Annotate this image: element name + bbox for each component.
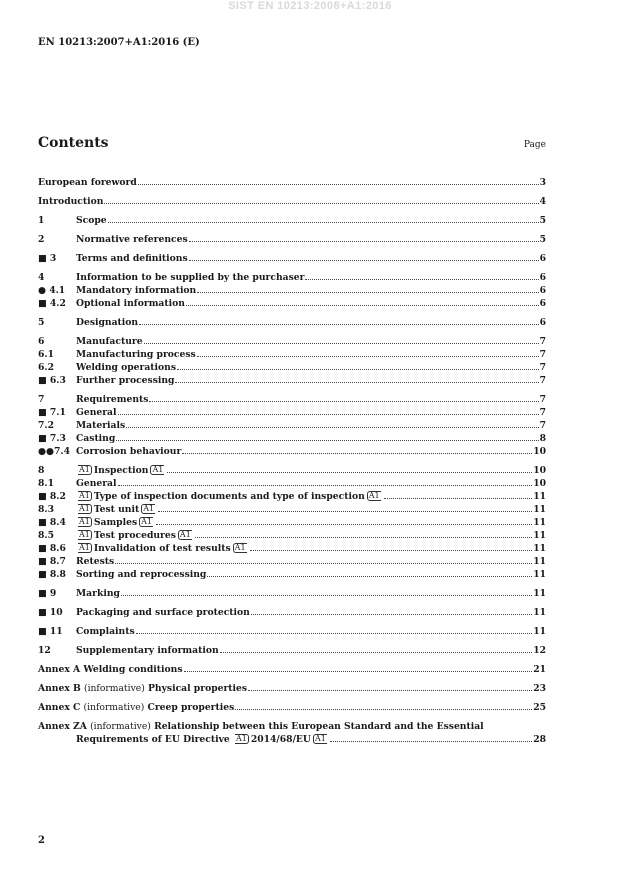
toc-title: Sorting and reprocessing	[76, 569, 207, 580]
amendment-end-mark: A1	[143, 504, 155, 513]
toc-entry-general[interactable]	[38, 406, 546, 419]
toc-page: 23	[533, 683, 546, 694]
toc-title: Type of inspection documents and type of inspection	[93, 491, 365, 502]
toc-number: 6	[38, 336, 45, 347]
toc-number: ● 4.1	[38, 285, 66, 296]
toc-title: Complaints	[76, 626, 135, 637]
toc-page: 6	[539, 272, 546, 283]
amendment-end-mark: A1	[141, 517, 152, 526]
toc-title: Samples	[93, 517, 138, 528]
toc-page: 10	[533, 478, 546, 489]
amendment-start-mark: A1	[235, 734, 247, 743]
toc-title: Physical properties	[147, 683, 248, 694]
toc-title: Corrosion behaviour	[76, 446, 182, 457]
amendment-end-mark: A1	[314, 734, 326, 743]
amendment-start-mark: A1	[79, 517, 90, 526]
toc-number: 6.1	[38, 349, 54, 360]
annex-type: (informative)	[83, 683, 145, 694]
toc-number: ■ 9	[38, 588, 57, 599]
toc-title: Further processing	[76, 375, 175, 386]
toc-entry-further-processing[interactable]	[38, 374, 546, 387]
toc-entry-annex-c[interactable]	[38, 701, 546, 714]
toc-number: ■ 8.7	[38, 556, 66, 567]
amendment-start-mark: A1	[79, 543, 90, 552]
toc-number: ■ 8.8	[38, 569, 66, 580]
document-id: EN 10213:2007+A1:2016 (E)	[38, 37, 200, 48]
toc-entry-introduction[interactable]	[38, 195, 546, 208]
toc-page: 11	[533, 530, 546, 541]
toc-number: ■ 8.6	[38, 543, 66, 554]
toc-title: Normative references	[76, 234, 188, 245]
toc-entry-scope[interactable]	[38, 214, 546, 227]
toc-title: Retests	[76, 556, 115, 567]
toc-title: Invalidation of test results	[93, 543, 231, 554]
toc-entry-information-supplied[interactable]	[38, 271, 546, 284]
toc-entry-samples[interactable]	[38, 516, 546, 529]
toc-page: 11	[533, 556, 546, 567]
toc-page: 11	[533, 626, 546, 637]
toc-title: Scope	[76, 215, 107, 226]
toc-page: 7	[539, 362, 546, 373]
toc-entry-test-procedures[interactable]	[38, 529, 546, 542]
annex-type: (informative)	[90, 721, 151, 732]
toc-entry-invalidation[interactable]	[38, 542, 546, 555]
page-column-label: Page	[523, 140, 546, 150]
toc-page: 6	[539, 285, 546, 296]
toc-title: Inspection	[93, 465, 149, 476]
annex-label: Annex ZA	[38, 721, 87, 732]
table-of-contents	[38, 176, 546, 746]
toc-page: 11	[533, 607, 546, 618]
toc-page: 3	[539, 177, 546, 188]
annex-label: Annex C	[38, 702, 81, 713]
toc-entry-requirements[interactable]	[38, 393, 546, 406]
amendment-end-mark: A1	[152, 465, 164, 474]
toc-title: Designation	[76, 317, 139, 328]
toc-number: ■ 6.3	[38, 375, 66, 386]
toc-page: 11	[533, 504, 546, 515]
toc-number: 8	[38, 465, 45, 476]
toc-number: 7.2	[38, 420, 54, 431]
toc-page: 10	[533, 446, 546, 457]
toc-number: ■ 7.1	[38, 407, 66, 418]
toc-entry-casting[interactable]	[38, 432, 546, 445]
toc-page: 25	[533, 702, 546, 713]
amendment-end-mark: A1	[234, 543, 246, 552]
amendment-end-mark: A1	[179, 530, 191, 539]
toc-entry-supplementary[interactable]	[38, 644, 546, 657]
toc-number: 8.1	[38, 478, 54, 489]
toc-entry-optional-information[interactable]	[38, 297, 546, 310]
amendment-start-mark: A1	[79, 504, 90, 513]
annex-type: (informative)	[83, 702, 145, 713]
toc-entry-annex-za[interactable]	[38, 720, 546, 733]
toc-title: Marking	[76, 588, 120, 599]
toc-title: General	[76, 407, 117, 418]
toc-page: 5	[539, 234, 546, 245]
toc-number: ●●7.4	[38, 446, 71, 457]
toc-number: 2	[38, 234, 45, 245]
toc-title: Materials	[76, 420, 126, 431]
toc-number: ■ 10	[38, 607, 63, 618]
toc-number: 7	[38, 394, 45, 405]
toc-title: Test procedures	[93, 530, 176, 541]
toc-entry-complaints[interactable]	[38, 625, 546, 638]
amendment-end-mark: A1	[368, 491, 380, 500]
directive-number: 2014/68/EU	[250, 734, 311, 745]
toc-entry-european-foreword[interactable]	[38, 176, 546, 189]
toc-number: 5	[38, 317, 45, 328]
toc-entry-normative-references[interactable]	[38, 233, 546, 246]
toc-entry-inspection[interactable]	[38, 464, 546, 477]
toc-entry-manufacture[interactable]	[38, 335, 546, 348]
toc-title: Optional information	[76, 298, 185, 309]
toc-page: 12	[533, 645, 546, 656]
toc-number: 6.2	[38, 362, 54, 373]
amendment-start-mark: A1	[79, 530, 90, 539]
toc-page: 28	[533, 734, 546, 745]
toc-number: ■ 11	[38, 626, 63, 637]
toc-title: Welding operations	[76, 362, 177, 373]
toc-title: European foreword	[38, 177, 137, 188]
toc-page: 6	[539, 298, 546, 309]
toc-entry-inspection-documents[interactable]	[38, 490, 546, 503]
toc-title: Annex A Welding conditions	[38, 664, 183, 675]
toc-entry-mandatory-information[interactable]	[38, 284, 546, 297]
toc-title: Terms and definitions	[76, 253, 188, 264]
toc-page: 8	[539, 433, 546, 444]
toc-entry-test-unit[interactable]	[38, 503, 546, 516]
toc-title: Manufacture	[76, 336, 143, 347]
toc-title: Packaging and surface protection	[76, 607, 250, 618]
toc-page: 11	[533, 588, 546, 599]
toc-entry-inspection-general[interactable]	[38, 477, 546, 490]
toc-entry-materials[interactable]	[38, 419, 546, 432]
toc-title: General	[76, 478, 117, 489]
toc-page: 7	[539, 375, 546, 386]
toc-number: 12	[38, 645, 51, 656]
toc-entry-terms-and-definitions[interactable]	[38, 252, 546, 265]
toc-page: 7	[539, 349, 546, 360]
toc-title: Requirements	[76, 394, 149, 405]
toc-page: 7	[539, 420, 546, 431]
toc-number: ■ 8.4	[38, 517, 66, 528]
toc-number: ■ 7.3	[38, 433, 66, 444]
toc-entry-sorting[interactable]	[38, 568, 546, 581]
amendment-start-mark: A1	[79, 491, 90, 500]
toc-entry-corrosion-behaviour[interactable]	[38, 445, 546, 458]
toc-title: Relationship between this European Standard and the Essential	[154, 721, 484, 732]
toc-page: 5	[539, 215, 546, 226]
toc-number: 8.5	[38, 530, 54, 541]
toc-title: Information to be supplied by the purchaser	[76, 272, 305, 283]
toc-title: Mandatory information	[76, 285, 197, 296]
toc-page: 7	[539, 336, 546, 347]
toc-page: 11	[533, 491, 546, 502]
toc-entry-retests[interactable]	[38, 555, 546, 568]
toc-number: ■ 8.2	[38, 491, 66, 502]
toc-title: Test unit	[93, 504, 140, 515]
toc-number: ■ 3	[38, 253, 57, 264]
toc-page: 6	[539, 317, 546, 328]
toc-page: 6	[539, 253, 546, 264]
toc-number: 4	[38, 272, 45, 283]
toc-entry-annex-za-continued[interactable]	[38, 733, 546, 746]
contents-heading: Contents	[38, 135, 109, 151]
watermark: SIST EN 10213:2008+A1:2016	[228, 0, 392, 12]
toc-entry-packaging[interactable]	[38, 606, 546, 619]
toc-title: Manufacturing process	[76, 349, 196, 360]
toc-page: 11	[533, 543, 546, 554]
toc-entry-manufacturing-process[interactable]	[38, 348, 546, 361]
toc-entry-annex-b[interactable]	[38, 682, 546, 695]
toc-number: 1	[38, 215, 45, 226]
toc-page: 11	[533, 517, 546, 528]
toc-page: 7	[539, 407, 546, 418]
toc-entry-annex-a[interactable]	[38, 663, 546, 676]
toc-entry-designation[interactable]	[38, 316, 546, 329]
toc-page: 4	[539, 196, 546, 207]
toc-entry-marking[interactable]	[38, 587, 546, 600]
toc-title: Supplementary information	[76, 645, 219, 656]
toc-number: ■ 4.2	[38, 298, 66, 309]
toc-page: 10	[533, 465, 546, 476]
toc-entry-welding-operations[interactable]	[38, 361, 546, 374]
toc-title: Casting	[76, 433, 116, 444]
toc-title: Creep properties	[147, 702, 235, 713]
toc-page: 21	[533, 664, 546, 675]
toc-page: 7	[539, 394, 546, 405]
toc-number: 8.3	[38, 504, 54, 515]
annex-label: Annex B	[38, 683, 81, 694]
amendment-start-mark: A1	[79, 465, 90, 474]
toc-title: Requirements of EU Directive	[76, 734, 230, 745]
page-number: 2	[38, 835, 45, 846]
toc-page: 11	[533, 569, 546, 580]
toc-title: Introduction	[38, 196, 104, 207]
